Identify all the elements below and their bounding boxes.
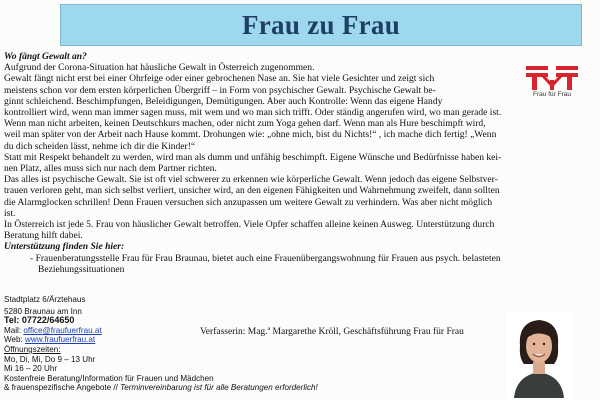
section-heading-violence: Wo fängt Gewalt an? bbox=[4, 51, 87, 62]
paragraph-line: Wenn man nicht arbeiten, keinen Deutschkurs machen, oder nicht zum Yoga gehen darf. Wenn man als Hure beschimpft wird, bbox=[4, 118, 486, 130]
section-heading-support: Unterstützung finden Sie hier: bbox=[4, 241, 125, 253]
support-item-continuation: Beziehungssituationen bbox=[38, 263, 125, 275]
paragraph-line: Statt mit Respekt behandelt zu werden, wird man als dumm und unfähig beschimpft. Eigene Wünsche und Bedürfnisse haben kei- bbox=[4, 151, 502, 163]
article-body bbox=[4, 51, 598, 275]
paragraph-line: die Alarmglocken schrillen! Denn Frauen versuchen sich anzupassen um weitere Gewalt zu verhindern. Was aber nicht möglich bbox=[4, 196, 493, 208]
phone-number: Tel: 07722/64650 bbox=[4, 315, 75, 326]
web-label: Web: bbox=[4, 335, 25, 345]
support-item: - Frauenberatungsstelle Frau für Frau Braunau, bietet auch eine Frauenübergangswohnung für Frauen aus psych. belasteten bbox=[30, 252, 501, 264]
paragraph-line: du dich scheiden lässt, nehme ich dir die Kinder!“ bbox=[4, 140, 196, 152]
paragraph-line: Gewalt fängt nicht erst bei einer Ohrfeige oder einer gebrochenen Nase an. Sie hat viele Gesichter und zeigt sich bbox=[4, 73, 435, 85]
paragraph-line: In Österreich ist jede 5. Frau von häuslicher Gewalt betroffen. Viele Opfer schaffen alleine keinen Ausweg. Unterstützung durch bbox=[4, 219, 495, 231]
address-line: Stadtplatz 6/Ärztehaus bbox=[4, 295, 86, 304]
appointment-note bbox=[4, 383, 384, 393]
service-note: Kostenfreie Beratung/Information für Frauen und Mädchen bbox=[4, 373, 214, 383]
appointment-note-prefix: & frauenspezifische Angebote // bbox=[4, 383, 121, 393]
page-title: Frau zu Frau bbox=[241, 9, 401, 40]
paragraph-line: Das alles ist psychische Gewalt. Sie ist oft viel schwerer zu erkennen wie körperliche Gewalt. Wenn jedoch das eigene Selbstver- bbox=[4, 174, 498, 186]
author-portrait bbox=[506, 312, 572, 398]
logo-caption: Frau für Frau bbox=[533, 91, 571, 98]
paragraph-line: ist. bbox=[4, 207, 16, 219]
address-city: 5280 Braunau am Inn bbox=[4, 306, 82, 316]
paragraph-line: Aufgrund der Corona-Situation hat häusliche Gewalt in Österreich zugenommen. bbox=[4, 62, 315, 74]
website-link[interactable]: www.fraufuerfrau.at bbox=[25, 335, 96, 345]
title-banner bbox=[60, 4, 582, 46]
hours-wednesday-evening: Mi 16 – 20 Uhr bbox=[4, 364, 58, 374]
paragraph-line: kontrolliert wird, wenn man immer sagen muss, mit wem und wo man sich trifft. Oder ständig angerufen wird, wo man gerade ist. bbox=[4, 107, 502, 119]
paragraph-line: nen Platz, alles muss sich nur nach dem Partner richten. bbox=[4, 163, 217, 175]
paragraph-line: weil man später von der Arbeit nach Hause kommt. Drohungen wie: „ohne mich, bist du Nichts!“ , ich mache dich fertig! „Wenn bbox=[4, 129, 497, 141]
hours-heading: Öffnungszeiten: bbox=[4, 344, 61, 354]
contact-block bbox=[4, 295, 384, 393]
author-credit: Verfasserin: Mag.ª Margarethe Kröll, Geschäftsführung Frau für Frau bbox=[200, 327, 464, 337]
email-link[interactable]: office@fraufuerfrau.at bbox=[23, 325, 102, 335]
appointment-note-italic: Terminvereinbarung ist für alle Beratungen erforderlich! bbox=[120, 383, 318, 393]
paragraph-line: trauen verloren geht, man sich selbst verliert, unsicher wird, an den eigenen Fähigkeiten und Wahrnehmung zweifelt, dann sollten bbox=[4, 185, 500, 197]
paragraph-line: meistens schon vor dem ersten körperlichen Übergriff – in Form von psychischer Gewalt. Psychische Gewalt be- bbox=[4, 84, 436, 96]
mail-label: Mail: bbox=[4, 325, 24, 335]
paragraph-line: ginnt schleichend. Beschimpfungen, Beleidigungen, Demütigungen. Aber auch Kontrolle: Wenn das eigene Handy bbox=[4, 95, 443, 107]
hours-weekdays: Mo, Di, Mi, Do 9 – 13 Uhr bbox=[4, 354, 96, 364]
paragraph-line: Beratung hilft dabei. bbox=[4, 230, 83, 242]
